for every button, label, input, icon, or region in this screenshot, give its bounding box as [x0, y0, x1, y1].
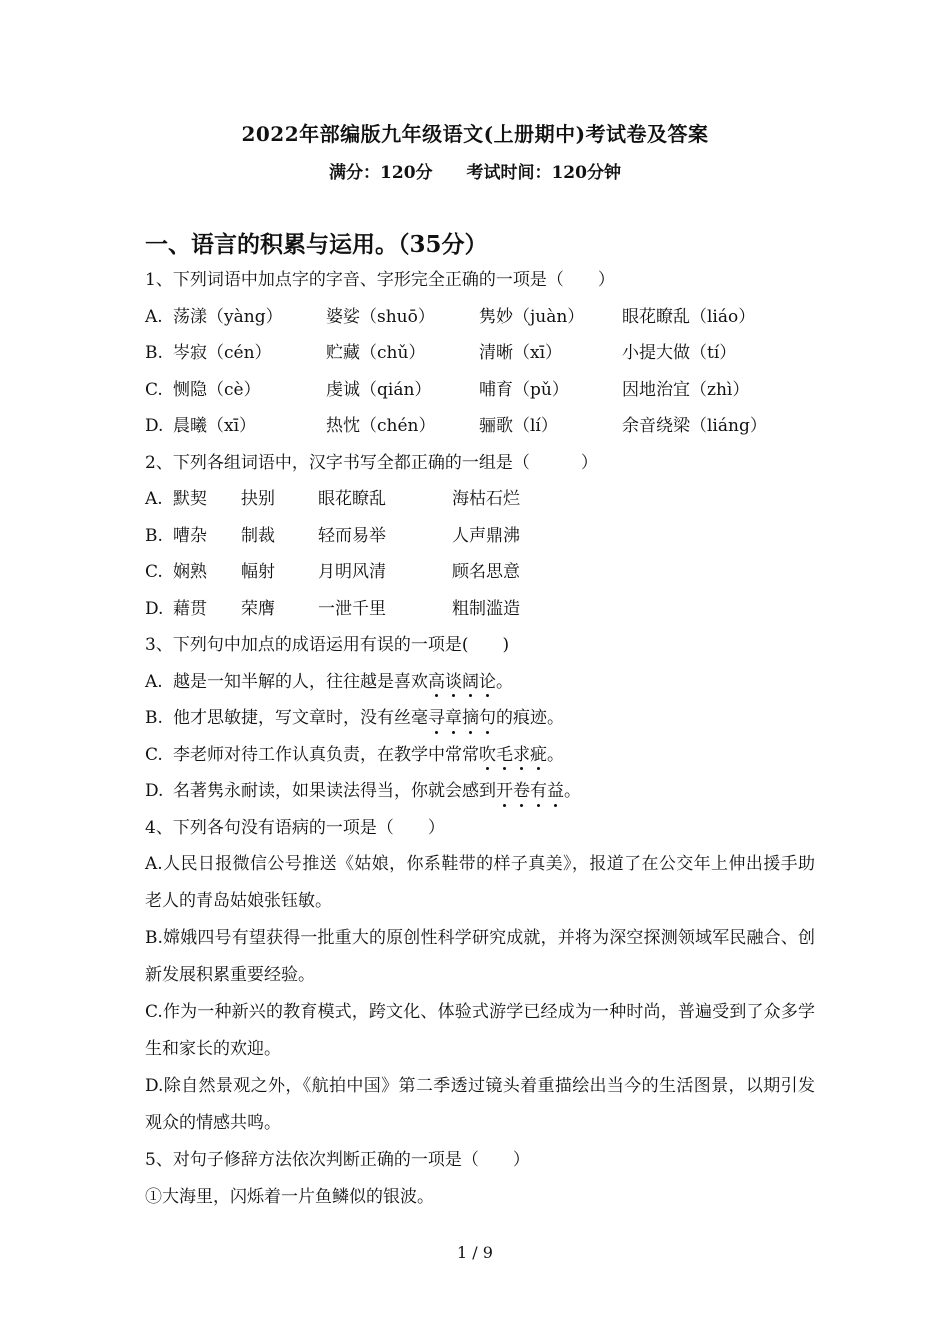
option-label: A. [145, 306, 163, 327]
dotted-char: 论 [479, 664, 496, 701]
option-text: 他才思敏捷，写文章时，没有丝毫 [173, 708, 428, 728]
dotted-char: 开 [496, 773, 513, 810]
option-text: 嫦娥四号有望获得一批重大的原创性科学研究成就，并将为深空探测领域军民融合、创新发展积累重要经验。 [145, 928, 815, 985]
option-item: 默契 [173, 489, 207, 509]
section-heading: 一、语言的积累与运用。（35分） [145, 231, 488, 258]
q4-option-c [145, 994, 815, 1068]
q4-option-a [145, 846, 815, 920]
option-item: 一泄千里 [318, 598, 386, 619]
option-item: 眼花瞭乱（liáo） [622, 306, 756, 327]
option-item: 轻而易举 [318, 525, 386, 546]
option-item: 隽妙（juàn） [479, 306, 585, 327]
q2-option-b [145, 518, 815, 555]
q2-stem: 2、下列各组词语中，汉字书写全都正确的一组是（ ） [145, 452, 598, 473]
dotted-idiom [428, 708, 496, 728]
dotted-char: 高 [428, 664, 445, 701]
dotted-char: 求 [513, 737, 530, 774]
option-text-end: 。 [496, 671, 513, 692]
q2-option-c [145, 554, 815, 591]
q4-option-d [145, 1068, 815, 1142]
option-item: 顾名思意 [452, 562, 520, 582]
dotted-idiom [428, 672, 496, 692]
page-number: 1 / 9 [457, 1243, 493, 1262]
option-text: 李老师对待工作认真负责，在教学中常常 [173, 744, 479, 765]
option-text-end: 的痕迹。 [496, 708, 564, 728]
option-item: 制裁 [241, 525, 275, 546]
option-item: 恻隐（cè） [173, 379, 261, 400]
q1-stem: 1、下列词语中加点字的字音、字形完全正确的一项是（ ） [145, 270, 615, 290]
q2-option-d [145, 591, 815, 628]
option-label: C. [145, 1002, 163, 1022]
q1-option-b [145, 335, 815, 372]
option-text-end: 。 [564, 781, 581, 801]
q3-option-c [145, 737, 815, 774]
q2-option-a [145, 481, 815, 518]
option-item: 虔诚（qián） [326, 379, 432, 400]
option-item: 娴熟 [173, 562, 207, 582]
exam-info [0, 158, 950, 183]
option-label: B. [145, 343, 163, 363]
option-label: B. [145, 525, 163, 546]
dotted-char: 寻 [428, 700, 445, 737]
dotted-char: 疵 [530, 737, 547, 774]
option-item: 热忱（chén） [326, 416, 436, 436]
option-item: 幅射 [241, 562, 275, 582]
option-label: C. [145, 379, 163, 400]
option-item: 荣膺 [241, 598, 275, 619]
option-text: 越是一知半解的人，往往越是喜欢 [173, 671, 428, 692]
dotted-idiom [496, 781, 564, 801]
option-item: 哺育（pǔ） [479, 379, 569, 400]
dotted-char: 益 [547, 773, 564, 810]
option-item: 荡漾（yàng） [173, 306, 283, 327]
page-title: 2022年部编版九年级语文(上册期中)考试卷及答案 [241, 122, 709, 146]
dotted-char: 句 [479, 700, 496, 737]
q3-option-a [145, 664, 815, 701]
dotted-char: 毛 [496, 737, 513, 774]
option-item: 小提大做（tí） [622, 343, 737, 363]
q3-option-d [145, 773, 815, 810]
option-item: 眼花瞭乱 [318, 489, 386, 509]
dotted-char: 阔 [462, 664, 479, 701]
option-label: C. [145, 562, 163, 582]
dotted-char: 吹 [479, 737, 496, 774]
option-item: 月明风清 [318, 562, 386, 582]
option-item: 抉别 [241, 489, 275, 509]
dotted-char: 有 [530, 773, 547, 810]
option-label: D. [145, 781, 164, 801]
dotted-char: 摘 [462, 700, 479, 737]
option-text-end: 。 [547, 744, 564, 765]
option-item: 嘈杂 [173, 525, 207, 546]
exam-time: 考试时间：120分钟 [466, 163, 621, 183]
q1-option-a [145, 299, 815, 336]
option-label: C. [145, 744, 163, 765]
dotted-idiom [479, 745, 547, 765]
option-label: A. [145, 854, 163, 874]
option-label: D. [145, 1076, 164, 1096]
option-label: A. [145, 671, 163, 692]
q1-option-d [145, 408, 815, 445]
option-item: 粗制滥造 [452, 598, 520, 619]
option-item: 人声鼎沸 [452, 525, 520, 546]
option-item: 婆娑（shuō） [326, 306, 435, 327]
option-label: B. [145, 708, 163, 728]
option-item: 海枯石烂 [452, 489, 520, 509]
q4-option-b [145, 920, 815, 994]
q3-option-b [145, 700, 815, 737]
q5-sentence-1: ①大海里，闪烁着一片鱼鳞似的银波。 [145, 1186, 434, 1207]
option-item: 贮藏（chǔ） [326, 343, 426, 363]
option-label: D. [145, 416, 164, 436]
option-label: A. [145, 489, 163, 509]
q3-stem: 3、下列句中加点的成语运用有误的一项是( ) [145, 635, 510, 655]
option-item: 余音绕梁（liáng） [622, 416, 767, 436]
dotted-char: 章 [445, 700, 462, 737]
option-text: 除自然景观之外，《航拍中国》第二季透过镜头着重描绘出当今的生活图景，以期引发观众的情感共鸣。 [145, 1076, 815, 1133]
question-content [145, 262, 815, 1215]
q5-stem: 5、对句子修辞方法依次判断正确的一项是（ ） [145, 1150, 530, 1170]
option-item: 晨曦（xī） [173, 416, 257, 436]
q4-stem: 4、下列各句没有语病的一项是（ ） [145, 817, 445, 838]
full-score: 满分：120分 [329, 163, 433, 183]
option-text: 人民日报微信公号推送《姑娘，你系鞋带的样子真美》，报道了在公交年上伸出援手助老人的青岛姑娘张钰敏。 [145, 854, 815, 911]
option-label: D. [145, 598, 164, 619]
option-text: 名著隽永耐读，如果读法得当，你就会感到 [173, 781, 496, 801]
q1-option-c [145, 372, 815, 409]
option-text: 作为一种新兴的教育模式，跨文化、体验式游学已经成为一种时尚，普遍受到了众多学生和家长的欢迎。 [145, 1002, 815, 1059]
dotted-char: 谈 [445, 664, 462, 701]
option-item: 因地治宜（zhì） [622, 379, 750, 400]
option-item: 清晰（xī） [479, 343, 563, 363]
option-item: 岑寂（cén） [173, 343, 272, 363]
option-label: B. [145, 928, 163, 948]
option-item: 骊歌（lí） [479, 416, 558, 436]
dotted-char: 卷 [513, 773, 530, 810]
option-item: 藉贯 [173, 598, 207, 619]
